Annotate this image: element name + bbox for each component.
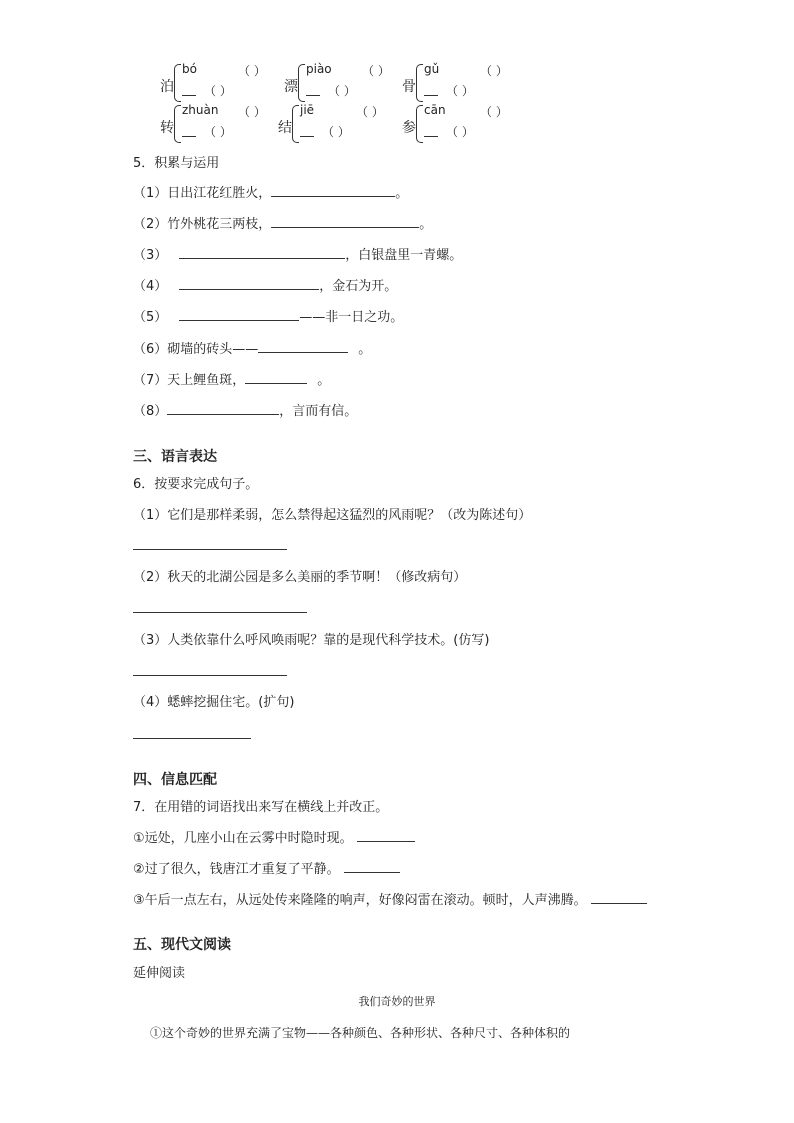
q6-item-4: （4）蟋蟀挖掘住宅。(扩句) <box>133 695 295 710</box>
polyphone-char: 参 <box>402 120 416 136</box>
pinyin: zhuàn <box>182 103 219 117</box>
q5-suffix: ，金石为开。 <box>319 279 398 294</box>
q5-item-6 <box>133 338 371 357</box>
answer-blank[interactable] <box>271 214 419 228</box>
section-heading-3: 三、语言表达 <box>133 449 217 465</box>
answer-blank-row[interactable] <box>182 82 198 96</box>
answer-blank-row[interactable] <box>306 82 322 96</box>
answer-paren[interactable]: （ ） <box>362 64 390 78</box>
answer-paren-2[interactable]: （ ） <box>204 125 232 139</box>
q5-item-5 <box>133 306 403 325</box>
q5-prompt: （5） <box>133 310 168 325</box>
answer-paren-2[interactable]: （ ） <box>204 84 232 98</box>
q7-sentence: ①远处，几座小山在云雾中时隐时现。 <box>133 831 353 846</box>
q7-item-3 <box>133 889 647 908</box>
article-title: 我们奇妙的世界 <box>358 995 436 1008</box>
brace <box>416 105 423 143</box>
section-heading-4: 四、信息匹配 <box>133 772 217 788</box>
answer-blank-row[interactable] <box>424 123 440 137</box>
answer-paren[interactable]: （ ） <box>480 64 508 78</box>
polyphone-char: 泊 <box>160 79 174 95</box>
answer-blank[interactable] <box>179 276 319 290</box>
answer-blank-row[interactable] <box>300 123 316 137</box>
q5-suffix: 。 <box>419 217 433 232</box>
brace <box>416 64 423 102</box>
pinyin: cān <box>424 103 446 117</box>
q5-item-7 <box>133 369 330 388</box>
answer-blank-row[interactable] <box>424 82 440 96</box>
answer-line[interactable] <box>133 549 287 550</box>
article-paragraph-1: ①这个奇妙的世界充满了宝物——各种颜色、各种形状、各种尺寸、各种体积的 <box>150 1026 571 1040</box>
pinyin: piào <box>306 62 332 76</box>
q5-title: 5．积累与运用 <box>133 156 220 171</box>
section-heading-5: 五、现代文阅读 <box>133 937 231 953</box>
brace <box>174 105 181 143</box>
q5-suffix: 。 <box>317 373 331 388</box>
q5-suffix: 。 <box>395 186 409 201</box>
answer-line[interactable] <box>133 675 287 676</box>
answer-paren-2[interactable]: （ ） <box>328 84 356 98</box>
answer-paren-2[interactable]: （ ） <box>446 84 474 98</box>
q5-item-1 <box>133 182 408 201</box>
q7-sentence: ③午后一点左右，从远处传来隆隆的响声，好像闷雷在滚动。顿时，人声沸腾。 <box>133 893 587 908</box>
q5-suffix: ，白银盘里一青螺。 <box>345 248 463 263</box>
answer-paren-2[interactable]: （ ） <box>322 125 350 139</box>
reading-subheading: 延伸阅读 <box>133 966 186 981</box>
answer-paren[interactable]: （ ） <box>480 105 508 119</box>
polyphone-char: 骨 <box>402 79 416 95</box>
answer-blank[interactable] <box>245 370 307 384</box>
answer-paren[interactable]: （ ） <box>356 105 384 119</box>
brace <box>298 64 305 102</box>
q5-item-8 <box>133 400 357 419</box>
q5-prompt: （3） <box>133 248 168 263</box>
polyphone-char: 漂 <box>284 79 298 95</box>
answer-blank[interactable] <box>179 307 299 321</box>
answer-blank[interactable] <box>167 401 279 415</box>
q5-prompt: （2）竹外桃花三两枝， <box>133 217 272 232</box>
q5-prompt: （4） <box>133 279 168 294</box>
answer-paren-2[interactable]: （ ） <box>446 125 474 139</box>
q5-prompt: （7）天上鲤鱼斑， <box>133 373 246 388</box>
q6-item-3: （3）人类依靠什么呼风唤雨呢？靠的是现代科学技术。(仿写) <box>133 633 490 648</box>
q7-item-2 <box>133 858 400 877</box>
q6-item-2: （2）秋天的北湖公园是多么美丽的季节啊！（修改病句） <box>133 570 467 585</box>
answer-paren[interactable]: （ ） <box>238 64 266 78</box>
q7-sentence: ②过了很久，钱唐江才重复了平静。 <box>133 862 340 877</box>
q6-title: 6．按要求完成句子。 <box>133 477 259 492</box>
q5-suffix: ，言而有信。 <box>279 404 358 419</box>
answer-blank[interactable] <box>258 339 348 353</box>
answer-blank[interactable] <box>179 245 345 259</box>
q5-item-2 <box>133 213 432 232</box>
answer-blank[interactable] <box>271 183 395 197</box>
pinyin: gǔ <box>424 62 440 76</box>
answer-blank[interactable] <box>591 890 647 904</box>
brace <box>174 64 181 102</box>
polyphone-char: 结 <box>278 120 292 136</box>
brace <box>292 105 299 143</box>
answer-line[interactable] <box>133 738 251 739</box>
q5-suffix: ——非一日之功。 <box>299 310 404 325</box>
pinyin: bó <box>182 62 197 76</box>
q5-prompt: （6）砌墙的砖头—— <box>133 342 259 357</box>
polyphone-jie <box>278 103 418 153</box>
answer-line[interactable] <box>133 612 307 613</box>
q5-prompt: （8） <box>133 404 168 419</box>
answer-blank[interactable] <box>357 828 415 842</box>
answer-paren[interactable]: （ ） <box>238 105 266 119</box>
q5-item-3 <box>133 244 462 263</box>
answer-blank-row[interactable] <box>182 123 198 137</box>
q7-item-1 <box>133 827 415 846</box>
answer-blank[interactable] <box>344 859 400 873</box>
q5-prompt: （1）日出江花红胜火， <box>133 186 272 201</box>
q7-title: 7．在用错的词语找出来写在横线上并改正。 <box>133 800 389 815</box>
polyphone-can <box>402 103 542 153</box>
q6-item-1: （1）它们是那样柔弱，怎么禁得起这猛烈的风雨呢？（改为陈述句） <box>133 508 532 523</box>
pinyin: jiē <box>300 103 315 117</box>
q5-suffix: 。 <box>358 342 372 357</box>
polyphone-char: 转 <box>160 120 174 136</box>
q5-item-4 <box>133 275 397 294</box>
